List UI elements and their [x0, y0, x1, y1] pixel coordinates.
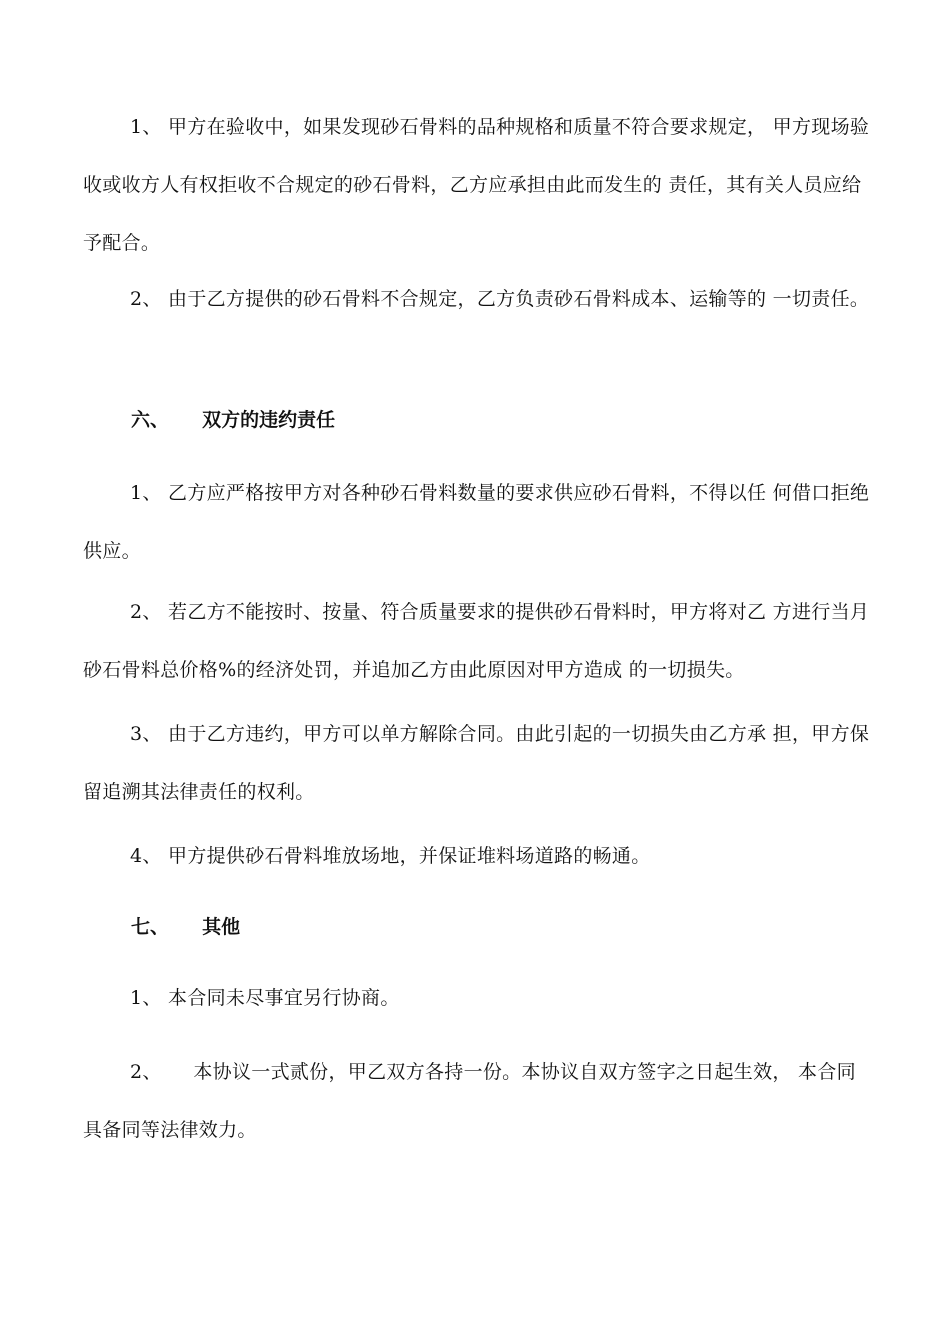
clause-5-2: 2、 由于乙方提供的砂石骨料不合规定，乙方负责砂石骨料成本、运输等的 一切责任。: [130, 288, 870, 310]
clause-7-2: 2、 本协议一式贰份，甲乙双方各持一份。本协议自双方签字之日起生效， 本合同具备同等法律效力。: [83, 1061, 856, 1141]
clause-6-1: 1、 乙方应严格按甲方对各种砂石骨料数量的要求供应砂石骨料，不得以任 何借口拒绝供应。: [83, 482, 870, 562]
clause-6-2: 2、 若乙方不能按时、按量、符合质量要求的提供砂石骨料时，甲方将对乙 方进行当月砂石骨料总价格%的经济处罚，并追加乙方由此原因对甲方造成 的一切损失。: [83, 601, 870, 681]
section-7-heading: 七、 其他: [131, 916, 241, 938]
clause-6-4: 4、 甲方提供砂石骨料堆放场地，并保证堆料场道路的畅通。: [130, 845, 651, 867]
section-6-heading: 六、 双方的违约责任: [131, 409, 336, 431]
clause-7-1: 1、 本合同未尽事宜另行协商。: [130, 987, 400, 1009]
clause-5-1: 1、 甲方在验收中，如果发现砂石骨料的品种规格和质量不符合要求规定， 甲方现场验收或收方人有权拒收不合规定的砂石骨料，乙方应承担由此而发生的 责任，其有关人员应给予配合。: [83, 116, 870, 254]
clause-6-3: 3、 由于乙方违约，甲方可以单方解除合同。由此引起的一切损失由乙方承 担，甲方保留追溯其法律责任的权利。: [83, 723, 870, 803]
